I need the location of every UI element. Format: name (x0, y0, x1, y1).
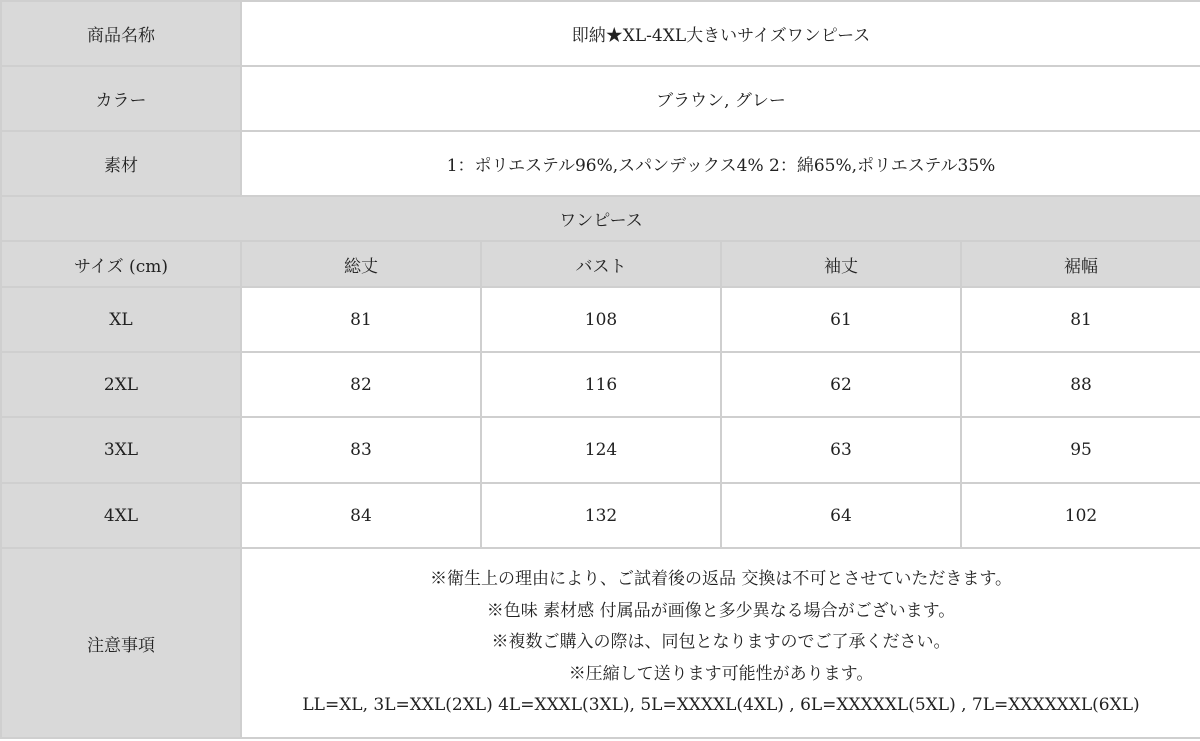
color-row (1, 66, 1200, 131)
size-cell-size: 4XL (1, 483, 241, 548)
size-header-row (1, 241, 1200, 287)
note-line: ※複数ご購入の際は、同包となりますのでご了承ください。 (491, 632, 951, 653)
color-label: カラー (1, 66, 241, 131)
size-cell-sleeve: 63 (721, 417, 961, 483)
size-header-length: 総丈 (241, 241, 481, 287)
size-row-2xl (1, 352, 1200, 417)
product-name-label: 商品名称 (1, 1, 241, 66)
size-cell-hem: 102 (961, 483, 1200, 548)
size-cell-size: 3XL (1, 417, 241, 483)
notes-label: 注意事項 (1, 548, 241, 738)
material-label: 素材 (1, 131, 241, 196)
size-cell-length: 81 (241, 287, 481, 352)
color-value: ブラウン, グレー (241, 66, 1200, 131)
size-header-hem: 裾幅 (961, 241, 1200, 287)
material-value: 1：ポリエステル96%,スパンデックス4% 2：綿65%,ポリエステル35% (241, 131, 1200, 196)
size-cell-bust: 132 (481, 483, 721, 548)
notes-row (1, 548, 1200, 738)
size-row-3xl (1, 417, 1200, 483)
size-cell-length: 84 (241, 483, 481, 548)
size-cell-sleeve: 62 (721, 352, 961, 417)
size-row-4xl (1, 483, 1200, 548)
size-cell-bust: 124 (481, 417, 721, 483)
note-line: ※衛生上の理由により、ご試着後の返品 交換は不可とさせていただきます。 (429, 569, 1013, 590)
size-header-sleeve: 袖丈 (721, 241, 961, 287)
product-name-row (1, 1, 1200, 66)
size-header-size: サイズ (cm) (1, 241, 241, 287)
size-cell-hem: 95 (961, 417, 1200, 483)
size-cell-sleeve: 64 (721, 483, 961, 548)
size-cell-length: 82 (241, 352, 481, 417)
size-cell-size: 2XL (1, 352, 241, 417)
note-line: ※圧縮して送ります可能性があります。 (568, 663, 874, 684)
size-header-bust: バスト (481, 241, 721, 287)
product-name-value: 即納★XL-4XL大きいサイズワンピース (241, 1, 1200, 66)
size-section-title: ワンピース (1, 196, 1200, 241)
size-section-row (1, 196, 1200, 241)
material-row (1, 131, 1200, 196)
notes-content (241, 548, 1200, 738)
size-cell-hem: 81 (961, 287, 1200, 352)
size-cell-length: 83 (241, 417, 481, 483)
size-row-xl (1, 287, 1200, 352)
size-cell-sleeve: 61 (721, 287, 961, 352)
size-cell-bust: 116 (481, 352, 721, 417)
size-cell-bust: 108 (481, 287, 721, 352)
note-line: ※色味 素材感 付属品が画像と多少異なる場合がございます。 (486, 600, 956, 621)
note-line: LL=XL, 3L=XXL(2XL) 4L=XXXL(3XL), 5L=XXXXL(4XL) , 6L=XXXXXL(5XL) , 7L=XXXXXXL(6XL) (302, 695, 1140, 716)
size-cell-size: XL (1, 287, 241, 352)
size-cell-hem: 88 (961, 352, 1200, 417)
